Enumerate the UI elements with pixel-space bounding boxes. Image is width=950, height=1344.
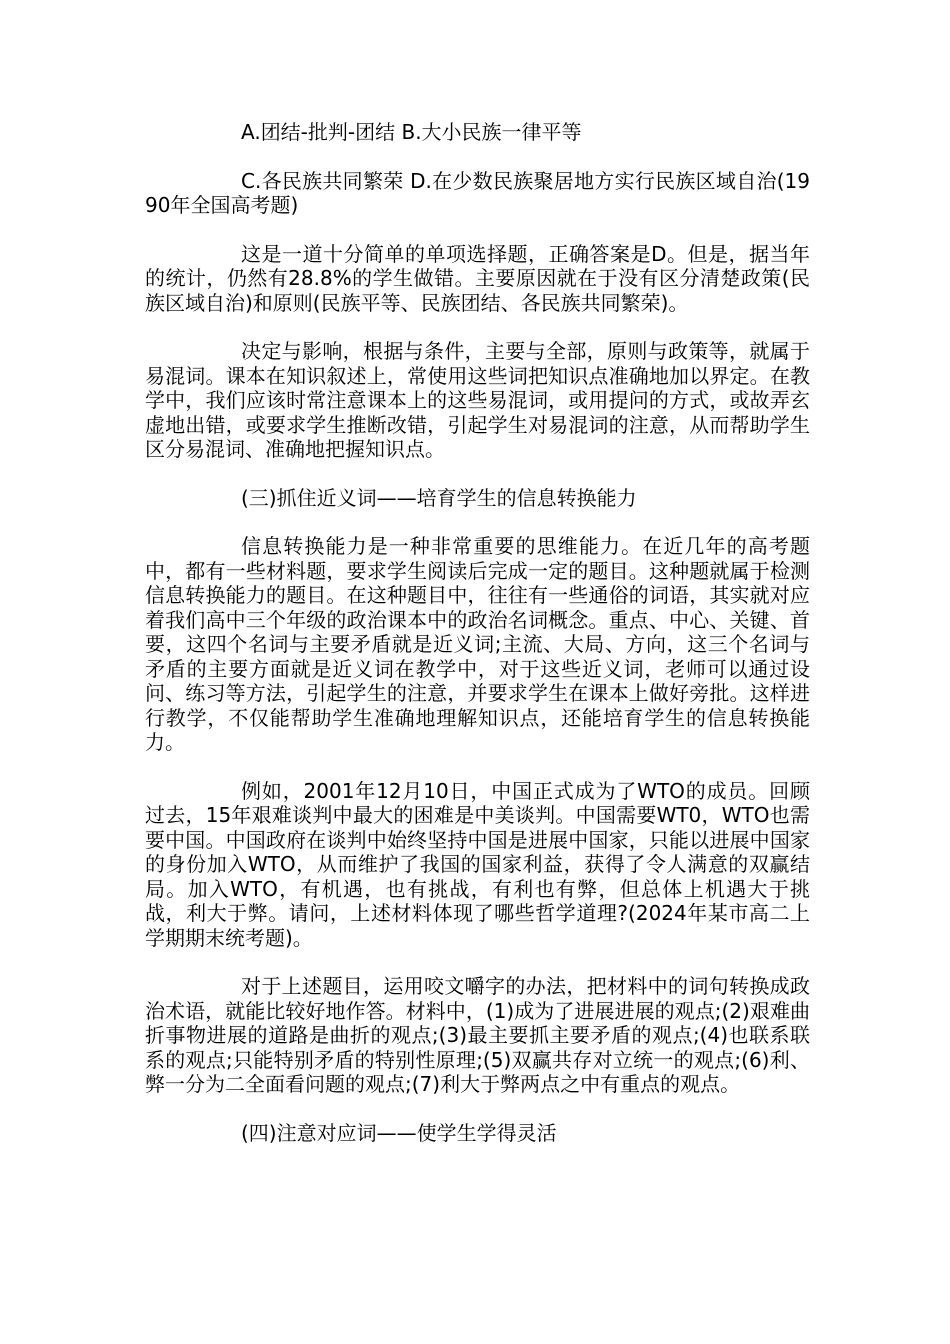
answer-explanation-paragraph: 这是一道十分简单的单项选择题，正确答案是D。但是，据当年的统计，仍然有28.8%的学生做错。主要原因就在于没有区分清楚政策(民族区域自治)和原则(民族平等、民族团结、各民族共同繁荣)。 [145, 241, 810, 315]
document-body [145, 120, 810, 1169]
answer-analysis-paragraph: 对于上述题目，运用咬文嚼字的办法，把材料中的词句转换成政治术语，就能比较好地作答。材料中，(1)成为了进展进展的观点;(2)艰难曲折事物进展的道路是曲折的观点;(3)最主要抓主要矛盾的观点;(4)也联系联系的观点;只能特别矛盾的特别性原理;(5)双赢共存对立统一的观点;(6)利、弊一分为二全面看问题的观点;(7)利大于弊两点之中有重点的观点。 [145, 974, 810, 1096]
section-heading-3: (三)抓住近义词——培育学生的信息转换能力 [241, 485, 637, 510]
confusing-words-paragraph: 决定与影响，根据与条件，主要与全部，原则与政策等，就属于易混词。课本在知识叙述上，常使用这些词把知识点准确地加以界定。在教学中，我们应该时常注意课本上的这些易混词，或用提问的方式，或故弄玄虚地出错，或要求学生推断改错，引起学生对易混词的注意，从而帮助学生区分易混词、准确地把握知识点。 [145, 339, 810, 461]
option-line-c-d: C.各民族共同繁荣 D.在少数民族聚居地方实行民族区域自治(1990年全国高考题) [145, 168, 810, 217]
option-line-a-b: A.团结-批判-团结 B.大小民族一律平等 [241, 120, 582, 144]
example-wto-paragraph: 例如，2001年12月10日，中国正式成为了WTO的成员。回顾过去，15年艰难谈判中最大的困难是中美谈判。中国需要WT0，WTO也需要中国。中国政府在谈判中始终坚持中国是进展中国家，只能以进展中国家的身份加入WTO，从而维护了我国的国家利益，获得了令人满意的双赢结局。加入WTO，有机遇，也有挑战，有利也有弊，但总体上机遇大于挑战，利大于弊。请问，上述材料体现了哪些哲学道理?(2024年某市高二上学期期末统考题)。 [145, 778, 810, 950]
synonyms-paragraph: 信息转换能力是一种非常重要的思维能力。在近几年的高考题中，都有一些材料题，要求学生阅读后完成一定的题目。这种题就属于检测信息转换能力的题目。在这种题目中，往往有一些通俗的词语，其实就对应着我们高中三个年级的政治课本中的政治名词概念。重点、中心、关键、首要，这四个名词与主要矛盾就是近义词;主流、大局、方向，这三个名词与矛盾的主要方面就是近义词在教学中，对于这些近义词，老师可以通过设问、练习等方法，引起学生的注意，并要求学生在课本上做好旁批。这样进行教学，不仅能帮助学生准确地理解知识点，还能培育学生的信息转换能力。 [145, 534, 810, 754]
section-heading-4: (四)注意对应词——使学生学得灵活 [241, 1120, 557, 1145]
